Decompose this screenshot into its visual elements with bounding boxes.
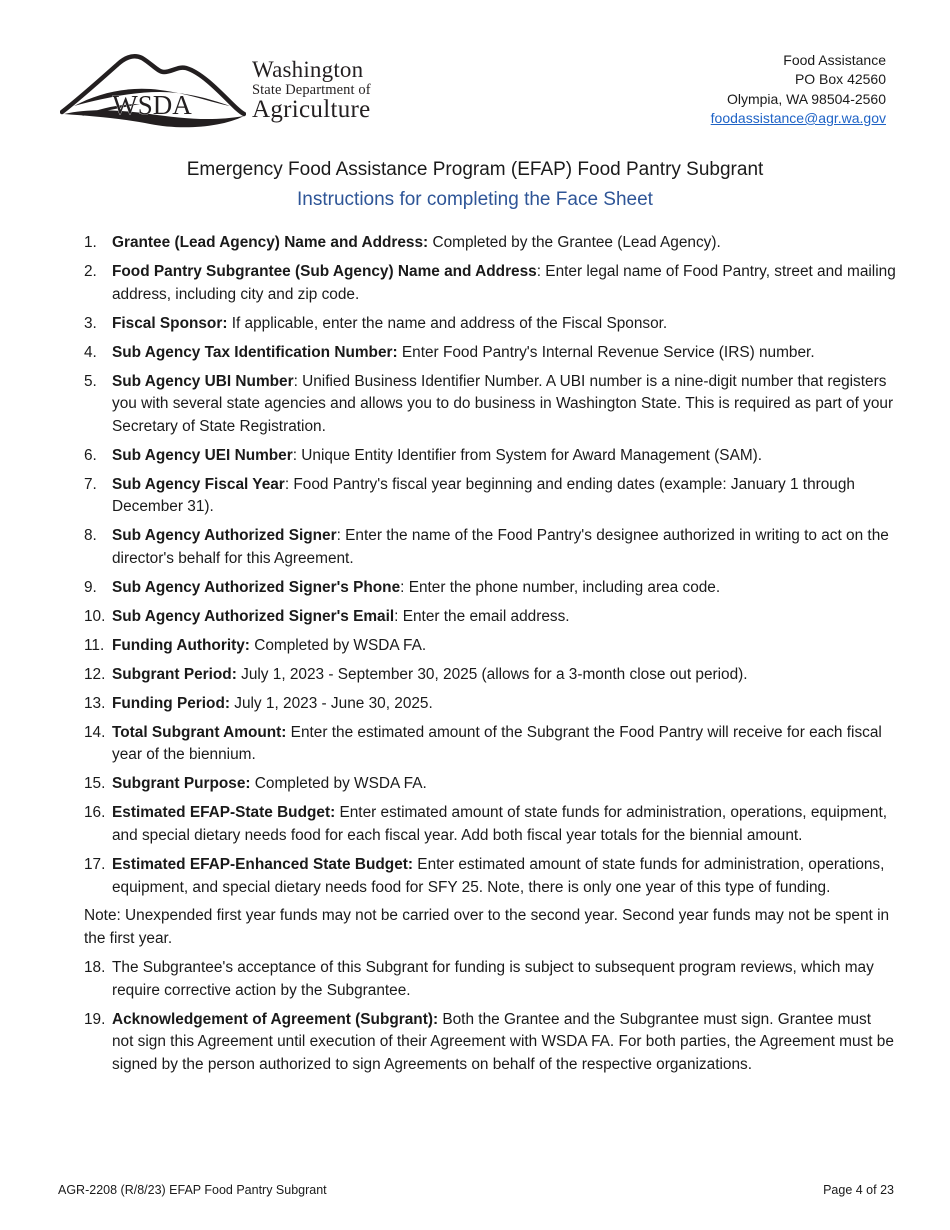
- list-item: [84, 313, 896, 336]
- list-item-number: 19.: [84, 1010, 106, 1028]
- list-item-number: 18.: [84, 959, 106, 977]
- list-item-heading: Subgrant Period:: [112, 665, 237, 683]
- logo-mark-text: WSDA: [112, 90, 192, 120]
- list-item-heading: Total Subgrant Amount:: [112, 723, 287, 741]
- list-item: [84, 474, 896, 519]
- list-item-text: Enter the estimated amount of the Subgrant the Food Pantry will receive for each fiscal year of the biennium.: [112, 723, 882, 764]
- email-link[interactable]: foodassistance@agr.wa.gov: [710, 109, 886, 126]
- logo-wordmark: [252, 58, 371, 122]
- list-item-number: 13.: [84, 694, 106, 712]
- list-item-text: Enter estimated amount of state funds for administration, operations, equipment, and special dietary needs food for SFY 25. Note, there is only one year of this type of funding.: [112, 855, 885, 896]
- list-item-number: 17.: [84, 855, 106, 873]
- list-item-text: July 1, 2023 - June 30, 2025.: [229, 694, 433, 712]
- list-item: [84, 1009, 896, 1077]
- footer-page-number: Page 4 of 23: [823, 1183, 894, 1197]
- list-item-heading: Estimated EFAP-Enhanced State Budget:: [112, 855, 414, 873]
- list-item-number: 14.: [84, 723, 106, 741]
- footer-form-id: AGR-2208 (R/8/23) EFAP Food Pantry Subgrant: [58, 1183, 327, 1197]
- document-title: Emergency Food Assistance Program (EFAP) Food Pantry Subgrant: [186, 159, 764, 180]
- document-subtitle: Instructions for completing the Face Sheet: [297, 189, 653, 210]
- list-item: [84, 802, 896, 847]
- list-item-number: 3.: [84, 314, 97, 332]
- list-item-heading: Funding Period:: [112, 694, 230, 712]
- list-item-number: 16.: [84, 804, 106, 822]
- list-item-number: 4.: [84, 343, 97, 361]
- address-line-3: Olympia, WA 98504-2560: [726, 90, 886, 107]
- list-item-text: : Enter the phone number, including area code.: [400, 578, 721, 596]
- list-item: [84, 664, 896, 687]
- list-item-number: 6.: [84, 446, 97, 464]
- list-item-text: Completed by WSDA FA.: [249, 636, 427, 654]
- list-item: [84, 445, 896, 468]
- list-item-text: : Enter the name of the Food Pantry's designee authorized in writing to act on the director's behalf for this Agreement.: [112, 527, 889, 567]
- list-item: [84, 232, 896, 255]
- logo-line-washington: Washington: [252, 57, 364, 82]
- list-item: [84, 722, 896, 767]
- address-line-2: PO Box 42560: [794, 71, 886, 88]
- list-item-heading: Sub Agency Authorized Signer's Email: [112, 607, 395, 625]
- list-item: [84, 525, 896, 570]
- carryover-note: Note: Unexpended first year funds may not be carried over to the second year. Second year funds may not be spent in the first year.: [84, 907, 890, 948]
- list-item-heading: Sub Agency Tax Identification Number:: [112, 343, 398, 361]
- list-item-number: 9.: [84, 578, 97, 596]
- list-item-number: 1.: [84, 234, 97, 251]
- list-item: [84, 693, 896, 716]
- list-item-heading: Sub Agency Authorized Signer's Phone: [112, 578, 401, 596]
- list-item-text: : Enter the email address.: [394, 607, 570, 625]
- list-item: [84, 371, 896, 439]
- list-item-text: The Subgrantee's acceptance of this Subgrant for funding is subject to subsequent program reviews, which may require corrective action by the Subgrantee.: [112, 959, 874, 999]
- list-item-heading: Estimated EFAP-State Budget:: [112, 804, 336, 822]
- list-item: [84, 342, 896, 365]
- list-item-heading: Funding Authority:: [112, 636, 250, 654]
- list-item: [84, 635, 896, 658]
- logo-line-department: State Department of: [252, 82, 371, 98]
- address-block: [711, 51, 886, 128]
- list-item: [84, 854, 896, 899]
- list-item-number: 7.: [84, 475, 97, 493]
- list-item: [84, 773, 896, 796]
- list-item-text: : Unique Entity Identifier from System for Award Management (SAM).: [292, 446, 763, 464]
- list-item-text: Enter estimated amount of state funds for administration, operations, equipment, and special dietary needs food for each fiscal year. Add both fiscal year totals for the biennial amount.: [112, 804, 888, 844]
- list-item-text: Enter Food Pantry's Internal Revenue Service (IRS) number.: [397, 343, 815, 361]
- list-item-text: Both the Grantee and the Subgrantee must sign. Grantee must not sign this Agreement until execution of their Agreement with WSDA FA. For both parties, the Agreement must be signed by the person authorized to sign Agreements on behalf of the respective organizations.: [112, 1010, 894, 1073]
- list-item-heading: Subgrant Purpose:: [112, 775, 251, 793]
- list-item-text: : Unified Business Identifier Number. A UBI number is a nine-digit number that registers you with several state agencies and allows you to do business in Washington State. This is required as part of your Secretary of State Registration.: [112, 372, 894, 435]
- logo-line-agriculture: Agriculture: [252, 95, 371, 123]
- list-item-heading: Sub Agency UEI Number: [112, 446, 293, 464]
- wsda-logo: [60, 46, 390, 132]
- list-item-heading: Sub Agency UBI Number: [112, 372, 294, 390]
- list-item-heading: Acknowledgement of Agreement (Subgrant):: [112, 1010, 439, 1028]
- list-item-text: If applicable, enter the name and address of the Fiscal Sponsor.: [227, 314, 668, 332]
- list-item-text: July 1, 2023 - September 30, 2025 (allows for a 3-month close out period).: [236, 665, 748, 683]
- list-item-number: 11.: [84, 636, 105, 654]
- list-item: [84, 261, 896, 306]
- list-item-number: 15.: [84, 775, 106, 793]
- list-item-text: : Food Pantry's fiscal year beginning and ending dates (example: January 1 through December 31).: [112, 475, 855, 516]
- list-item-number: 5.: [84, 372, 97, 390]
- list-item: [84, 606, 896, 629]
- list-item-number: 8.: [84, 527, 97, 545]
- address-line-1: Food Assistance: [783, 52, 886, 68]
- list-item-number: 2.: [84, 262, 97, 280]
- list-item-heading: Sub Agency Fiscal Year: [112, 475, 285, 493]
- list-item: [84, 957, 896, 1002]
- list-item-number: 12.: [84, 665, 106, 683]
- mountain-logo-icon: [60, 50, 246, 128]
- instructions-list: [84, 232, 896, 1083]
- list-item-heading: Food Pantry Subgrantee (Sub Agency) Name and Address: [112, 262, 537, 280]
- list-item-heading: Grantee (Lead Agency) Name and Address:: [112, 234, 429, 251]
- list-item-text: Completed by WSDA FA.: [250, 775, 427, 793]
- list-item-number: 10.: [84, 607, 106, 625]
- list-item-text: Completed by the Grantee (Lead Agency).: [428, 234, 721, 251]
- list-item: [84, 577, 896, 600]
- list-item-heading: Sub Agency Authorized Signer: [112, 527, 337, 545]
- list-item-text: : Enter legal name of Food Pantry, street and mailing address, including city and zip code.: [112, 262, 896, 303]
- list-item-heading: Fiscal Sponsor:: [112, 314, 228, 332]
